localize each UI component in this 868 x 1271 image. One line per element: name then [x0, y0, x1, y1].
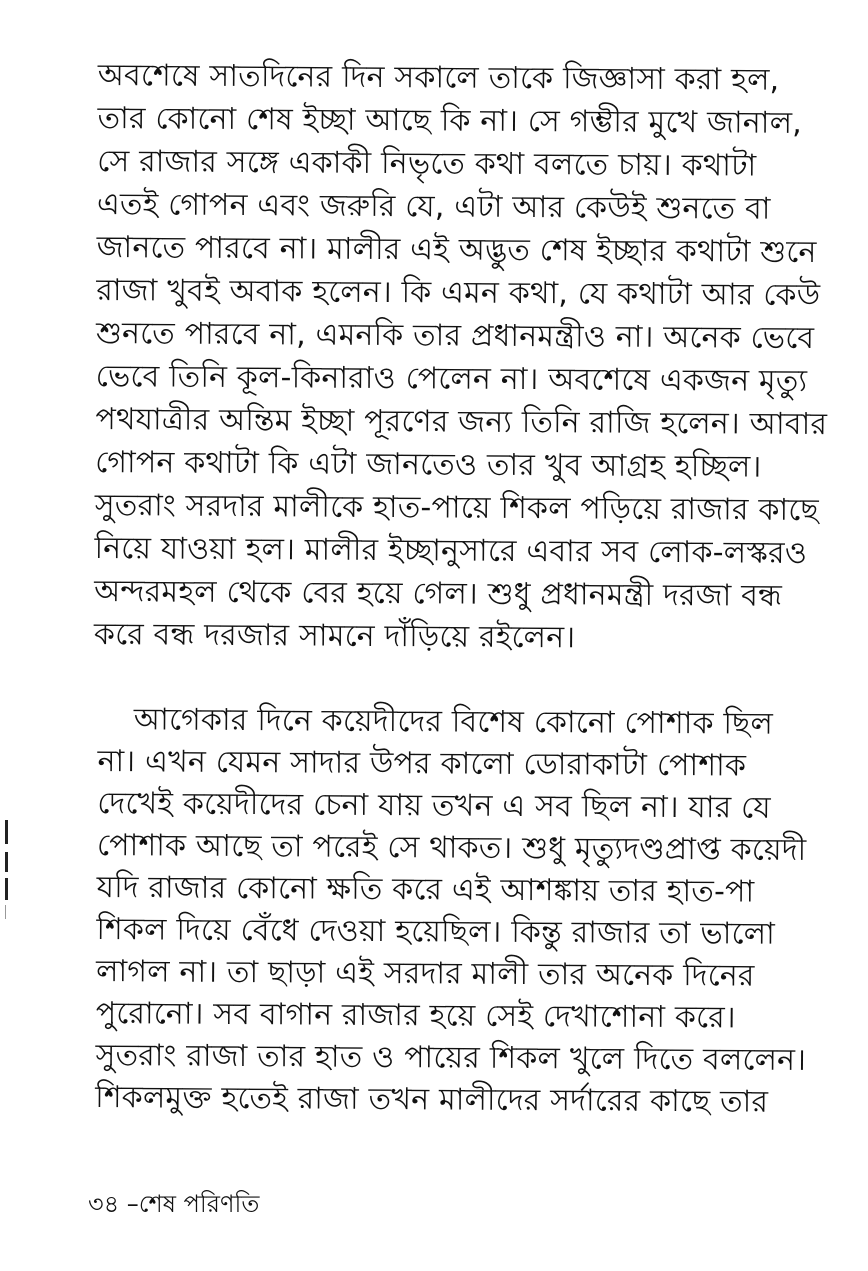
- paragraph-1: [93, 54, 828, 661]
- text-line: অবশেষে সাতদিনের দিন সকালে তাকে জিজ্ঞাসা করা হল,: [97, 57, 780, 98]
- text-line: দেখেই কয়েদীদের চেনা যায় তখন এ সব ছিল না। যার যে: [97, 785, 771, 826]
- text-line: করে বন্ধ দরজার সামনে দাঁড়িয়ে রইলেন।: [93, 616, 576, 656]
- text-line: গোপন কথাটা কি এটা জানতেও তার খুব আগ্রহ হচ্ছিল।: [95, 444, 762, 485]
- paragraph-2: [95, 699, 816, 1124]
- text-line: আগেকার দিনে কয়েদীদের বিশেষ কোনো পোশাক ছিল: [133, 702, 774, 742]
- text-line: সুতরাং রাজা তার হাত ও পায়ের শিকল খুলে দিতে বললেন।: [95, 1037, 807, 1078]
- margin-scan-mark: [5, 878, 8, 900]
- text-line: পথযাত্রীর অন্তিম ইচ্ছা পূরণের জন্য তিনি রাজি হলেন। আবার: [95, 401, 828, 443]
- text-line: পুরোনো। সব বাগান রাজার হয়ে সেই দেখাশোনা করে।: [95, 995, 736, 1036]
- text-line: পোশাক আছে তা পরেই সে থাকত। শুধু মৃত্যুদণ্ডপ্রাপ্ত কয়েদী: [96, 827, 807, 868]
- text-line: ভেবে তিনি কূল-কিনারাও পেলেন না। অবশেষে একজন মৃত্যু: [95, 358, 808, 399]
- margin-scan-mark: [5, 905, 6, 919]
- text-line: লাগল না। তা ছাড়া এই সরদার মালী তার অনেক দিনের: [95, 953, 755, 994]
- margin-scan-mark: [5, 852, 8, 872]
- text-line: সে রাজার সঙ্গে একাকী নিভৃতে কথা বলতে চায়। কথাটা: [97, 143, 757, 184]
- text-line: নিয়ে যাওয়া হল। মালীর ইচ্ছানুসারে এবার সব লোক-লস্করও: [94, 530, 808, 571]
- text-line: শুনতে পারবে না, এমনকি তার প্রধানমন্ত্রীও না। অনেক ভেবে: [95, 315, 815, 357]
- text-line: অন্দরমহল থেকে বের হয়ে গেল। শুধু প্রধানমন্ত্রী দরজা বন্ধ: [94, 573, 783, 614]
- text-line: সুতরাং সরদার মালীকে হাত-পায়ে শিকল পড়িয়ে রাজার কাছে: [94, 487, 819, 529]
- page-footer: ৩৪ –শেষ পরিণতি: [88, 1190, 260, 1218]
- margin-scan-mark: [5, 820, 8, 844]
- text-line: এতই গোপন এবং জরুরি যে, এটা আর কেউই শুনতে বা: [96, 186, 771, 227]
- text-line: রাজা খুবই অবাক হলেন। কি এমন কথা, যে কথাটা আর কেউ: [96, 272, 821, 314]
- text-line: যদি রাজার কোনো ক্ষতি করে এই আশঙ্কায় তার হাত-পা: [96, 869, 755, 910]
- text-line: শিকলমুক্ত হতেই রাজা তখন মালীদের সর্দারের কাছে তার: [95, 1079, 769, 1120]
- text-line: তার কোনো শেষ ইচ্ছা আছে কি না। সে গম্ভীর মুখে জানাল,: [97, 100, 803, 141]
- text-line: শিকল দিয়ে বেঁধে দেওয়া হয়েছিল। কিন্তু রাজার তা ভালো: [96, 911, 776, 952]
- text-line: জানতে পারবে না। মালীর এই অদ্ভুত শেষ ইচ্ছার কথাটা শুনে: [96, 229, 817, 271]
- text-line: না। এখন যেমন সাদার উপর কালো ডোরাকাটা পোশাক: [97, 743, 747, 784]
